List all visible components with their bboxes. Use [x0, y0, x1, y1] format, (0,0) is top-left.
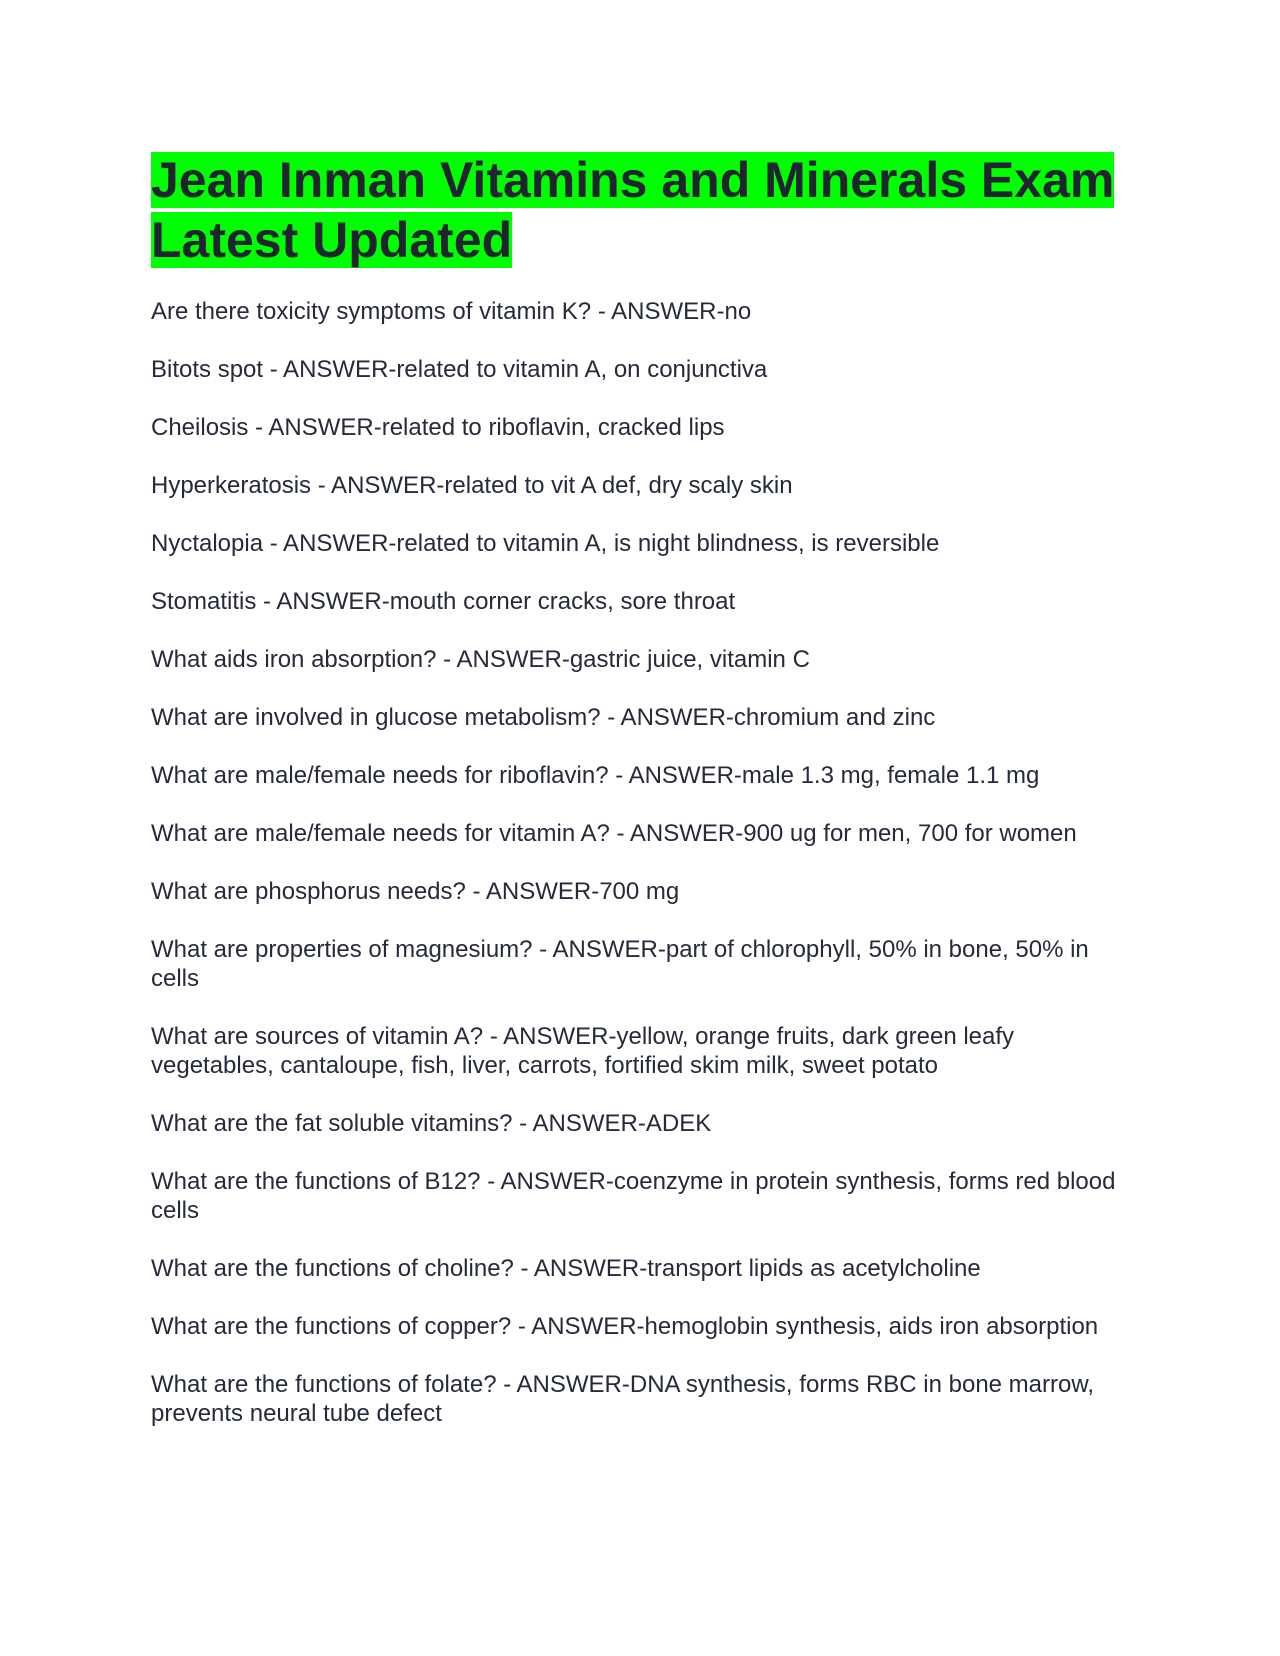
document-title — [151, 150, 1141, 270]
qa-item: Nyctalopia - ANSWER-related to vitamin A, is night blindness, is reversible — [151, 530, 940, 557]
qa-item: What are male/female needs for vitamin A? - ANSWER-900 ug for men, 700 for women — [151, 820, 1077, 847]
qa-item: Bitots spot - ANSWER-related to vitamin A, on conjunctiva — [151, 356, 768, 383]
qa-item: Hyperkeratosis - ANSWER-related to vit A def, dry scaly skin — [151, 472, 793, 499]
qa-item: What are phosphorus needs? - ANSWER-700 mg — [151, 878, 680, 905]
qa-item: Are there toxicity symptoms of vitamin K? - ANSWER-no — [151, 298, 752, 325]
qa-item: Cheilosis - ANSWER-related to riboflavin, cracked lips — [151, 414, 725, 441]
qa-item: Stomatitis - ANSWER-mouth corner cracks, sore throat — [151, 588, 736, 615]
qa-item: What are the functions of copper? - ANSWER-hemoglobin synthesis, aids iron absorption — [151, 1313, 1099, 1340]
qa-item: What are sources of vitamin A? - ANSWER-yellow, orange fruits, dark green leafy vegetables, cantaloupe, fish, liver, carrots, fortified skim milk, sweet potato — [151, 1023, 1015, 1079]
qa-item: What aids iron absorption? - ANSWER-gastric juice, vitamin C — [151, 646, 810, 673]
qa-item: What are involved in glucose metabolism? - ANSWER-chromium and zinc — [151, 704, 936, 731]
qa-item: What are the functions of B12? - ANSWER-coenzyme in protein synthesis, forms red blood cells — [151, 1168, 1116, 1224]
document-page — [151, 150, 1141, 1457]
qa-list — [151, 297, 1141, 1428]
qa-item: What are male/female needs for riboflavin? - ANSWER-male 1.3 mg, female 1.1 mg — [151, 762, 1040, 789]
qa-item: What are the fat soluble vitamins? - ANSWER-ADEK — [151, 1110, 712, 1137]
title-highlight: Jean Inman Vitamins and Minerals Exam Latest Updated — [151, 152, 1115, 268]
qa-item: What are the functions of folate? - ANSWER-DNA synthesis, forms RBC in bone marrow, prevents neural tube defect — [151, 1371, 1095, 1427]
qa-item: What are properties of magnesium? - ANSWER-part of chlorophyll, 50% in bone, 50% in cells — [151, 936, 1089, 992]
qa-item: What are the functions of choline? - ANSWER-transport lipids as acetylcholine — [151, 1255, 981, 1282]
